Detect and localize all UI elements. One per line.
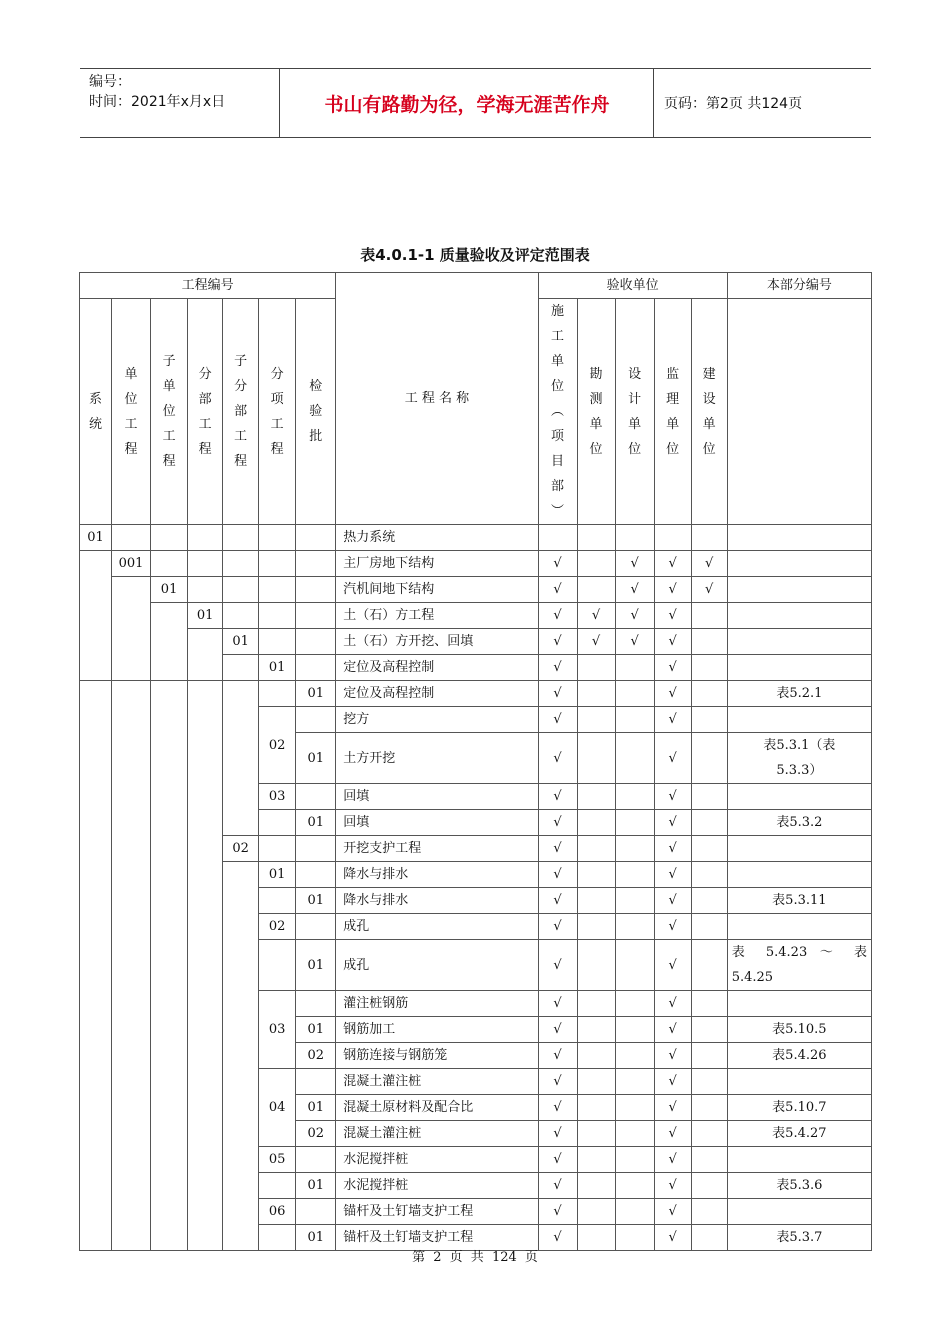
code-cell bbox=[296, 525, 336, 551]
part-code-header: 本部分编号 bbox=[727, 273, 871, 299]
check-mark-cell bbox=[691, 1199, 727, 1225]
check-mark-cell bbox=[577, 862, 615, 888]
code-cell: 001 bbox=[112, 551, 151, 577]
part-code-cell bbox=[727, 784, 871, 810]
part-code-cell bbox=[727, 940, 871, 991]
code-col-header: 检 验 批 bbox=[296, 299, 336, 525]
check-mark-cell bbox=[615, 525, 654, 551]
check-mark-cell: √ bbox=[654, 1199, 691, 1225]
check-mark-cell bbox=[615, 836, 654, 862]
check-mark-cell: √ bbox=[654, 1043, 691, 1069]
table-row bbox=[80, 577, 872, 603]
check-mark-cell bbox=[615, 940, 654, 991]
check-mark-cell bbox=[615, 1199, 654, 1225]
table-row bbox=[80, 681, 872, 707]
code-cell bbox=[296, 836, 336, 862]
code-cell: 06 bbox=[259, 1199, 296, 1225]
code-cell bbox=[112, 577, 151, 681]
code-cell bbox=[223, 681, 259, 836]
check-mark-cell: √ bbox=[654, 1147, 691, 1173]
part-code-cell: 表5.3.2 bbox=[727, 810, 871, 836]
check-mark-cell bbox=[691, 707, 727, 733]
check-mark-cell: √ bbox=[654, 1017, 691, 1043]
check-mark-cell bbox=[615, 914, 654, 940]
check-mark-cell bbox=[615, 681, 654, 707]
check-mark-cell: √ bbox=[538, 888, 577, 914]
check-mark-cell: √ bbox=[654, 577, 691, 603]
code-cell bbox=[296, 655, 336, 681]
code-col-header: 分 部 工 程 bbox=[188, 299, 223, 525]
code-cell bbox=[188, 577, 223, 603]
code-col-header: 子 分 部 工 程 bbox=[223, 299, 259, 525]
code-cell bbox=[296, 1147, 336, 1173]
code-cell: 05 bbox=[259, 1147, 296, 1173]
table-title: 表4.0.1-1 质量验收及评定范围表 bbox=[360, 246, 590, 264]
code-cell: 01 bbox=[296, 1225, 336, 1251]
code-cell: 02 bbox=[296, 1043, 336, 1069]
check-mark-cell: √ bbox=[538, 629, 577, 655]
part-code-cell bbox=[727, 1069, 871, 1095]
unit-col-header: 监 理 单 位 bbox=[654, 299, 691, 525]
unit-col-header: 施 工 单 位 ︵ 项 目 部 ︶ bbox=[538, 299, 577, 525]
check-mark-cell: √ bbox=[654, 551, 691, 577]
check-mark-cell: √ bbox=[538, 1121, 577, 1147]
check-mark-cell: √ bbox=[538, 655, 577, 681]
name-col-header: 工 程 名 称 bbox=[336, 273, 538, 525]
check-mark-cell bbox=[615, 733, 654, 784]
project-name-cell: 汽机间地下结构 bbox=[336, 577, 538, 603]
code-cell bbox=[296, 1199, 336, 1225]
project-name-cell: 土（石）方工程 bbox=[336, 603, 538, 629]
code-cell: 01 bbox=[80, 525, 112, 551]
check-mark-cell bbox=[577, 707, 615, 733]
check-mark-cell bbox=[615, 991, 654, 1017]
code-cell bbox=[188, 551, 223, 577]
check-mark-cell: √ bbox=[654, 991, 691, 1017]
code-cell: 02 bbox=[223, 836, 259, 862]
table-row bbox=[80, 551, 872, 577]
code-cell bbox=[80, 551, 112, 681]
code-cell: 01 bbox=[296, 940, 336, 991]
check-mark-cell: √ bbox=[654, 1121, 691, 1147]
unit-col-header: 勘 测 单 位 bbox=[577, 299, 615, 525]
code-cell: 02 bbox=[259, 707, 296, 784]
check-mark-cell: √ bbox=[538, 603, 577, 629]
project-name-cell: 挖方 bbox=[336, 707, 538, 733]
part-code-cell bbox=[727, 525, 871, 551]
check-mark-cell: √ bbox=[538, 1199, 577, 1225]
check-mark-cell: √ bbox=[691, 551, 727, 577]
check-mark-cell bbox=[691, 733, 727, 784]
check-mark-cell: √ bbox=[538, 733, 577, 784]
code-cell bbox=[223, 577, 259, 603]
check-mark-cell: √ bbox=[538, 784, 577, 810]
check-mark-cell bbox=[577, 991, 615, 1017]
project-name-cell: 锚杆及土钉墙支护工程 bbox=[336, 1225, 538, 1251]
code-cell bbox=[223, 655, 259, 681]
check-mark-cell bbox=[691, 1173, 727, 1199]
check-mark-cell bbox=[615, 655, 654, 681]
code-cell bbox=[259, 629, 296, 655]
code-cell: 01 bbox=[151, 577, 188, 603]
project-name-cell: 锚杆及土钉墙支护工程 bbox=[336, 1199, 538, 1225]
part-code-cell bbox=[727, 836, 871, 862]
project-name-cell: 土方开挖 bbox=[336, 733, 538, 784]
check-mark-cell bbox=[577, 1147, 615, 1173]
part-code-cell bbox=[727, 551, 871, 577]
project-name-cell: 混凝土原材料及配合比 bbox=[336, 1095, 538, 1121]
check-mark-cell: √ bbox=[691, 577, 727, 603]
check-mark-cell: √ bbox=[538, 707, 577, 733]
code-cell bbox=[296, 603, 336, 629]
part-code-cell bbox=[727, 914, 871, 940]
check-mark-cell: √ bbox=[654, 810, 691, 836]
part-code-cell: 表5.2.1 bbox=[727, 681, 871, 707]
check-mark-cell: √ bbox=[654, 707, 691, 733]
check-mark-cell bbox=[615, 1147, 654, 1173]
code-cell bbox=[188, 629, 223, 681]
part-code-cell: 表5.3.7 bbox=[727, 1225, 871, 1251]
part-code-cell bbox=[727, 603, 871, 629]
code-cell: 04 bbox=[259, 1069, 296, 1147]
quality-acceptance-table bbox=[79, 272, 872, 1251]
check-mark-cell bbox=[577, 940, 615, 991]
check-mark-cell: √ bbox=[538, 862, 577, 888]
code-cell bbox=[112, 681, 151, 1251]
check-mark-cell: √ bbox=[538, 810, 577, 836]
check-mark-cell bbox=[577, 1017, 615, 1043]
check-mark-cell bbox=[577, 1199, 615, 1225]
check-mark-cell: √ bbox=[654, 1225, 691, 1251]
check-mark-cell bbox=[615, 862, 654, 888]
check-mark-cell: √ bbox=[654, 862, 691, 888]
footer-page-number: 2 bbox=[433, 1250, 442, 1265]
code-cell: 03 bbox=[259, 991, 296, 1069]
check-mark-cell bbox=[691, 1043, 727, 1069]
code-cell: 01 bbox=[188, 603, 223, 629]
code-cell: 01 bbox=[296, 1173, 336, 1199]
footer-total-pages: 124 bbox=[491, 1250, 517, 1265]
check-mark-cell bbox=[615, 1043, 654, 1069]
code-cell bbox=[223, 525, 259, 551]
check-mark-cell bbox=[615, 1121, 654, 1147]
code-cell bbox=[112, 525, 151, 551]
check-mark-cell bbox=[691, 629, 727, 655]
group-code-header: 工程编号 bbox=[80, 273, 336, 299]
code-col-header: 子 单 位 工 程 bbox=[151, 299, 188, 525]
project-name-cell: 水泥搅拌桩 bbox=[336, 1173, 538, 1199]
check-mark-cell: √ bbox=[654, 1069, 691, 1095]
check-mark-cell: √ bbox=[654, 681, 691, 707]
check-mark-cell: √ bbox=[654, 940, 691, 991]
check-mark-cell: √ bbox=[538, 681, 577, 707]
part-code-line: 5.3.3） bbox=[776, 763, 823, 778]
project-name-cell: 灌注桩钢筋 bbox=[336, 991, 538, 1017]
code-cell bbox=[296, 551, 336, 577]
code-cell bbox=[296, 707, 336, 733]
check-mark-cell bbox=[577, 681, 615, 707]
check-mark-cell: √ bbox=[538, 940, 577, 991]
document-header bbox=[80, 68, 871, 138]
check-mark-cell: √ bbox=[538, 577, 577, 603]
check-mark-cell bbox=[577, 1121, 615, 1147]
check-mark-cell: √ bbox=[538, 914, 577, 940]
check-mark-cell bbox=[577, 655, 615, 681]
check-mark-cell bbox=[691, 603, 727, 629]
check-mark-cell bbox=[691, 888, 727, 914]
code-cell bbox=[259, 836, 296, 862]
check-mark-cell bbox=[577, 733, 615, 784]
check-mark-cell: √ bbox=[538, 1095, 577, 1121]
code-cell: 01 bbox=[296, 810, 336, 836]
check-mark-cell: √ bbox=[615, 577, 654, 603]
code-cell bbox=[296, 577, 336, 603]
check-mark-cell: √ bbox=[654, 1095, 691, 1121]
code-cell bbox=[296, 914, 336, 940]
check-mark-cell: √ bbox=[538, 836, 577, 862]
code-cell bbox=[259, 551, 296, 577]
check-mark-cell bbox=[691, 940, 727, 991]
check-mark-cell bbox=[691, 525, 727, 551]
check-mark-cell bbox=[577, 1095, 615, 1121]
code-cell bbox=[259, 1173, 296, 1199]
code-cell bbox=[223, 603, 259, 629]
check-mark-cell: √ bbox=[615, 603, 654, 629]
header-page-info: 页码：第2页 共124页 bbox=[664, 96, 803, 112]
table-row bbox=[80, 629, 872, 655]
code-cell bbox=[188, 525, 223, 551]
check-mark-cell bbox=[691, 1017, 727, 1043]
check-mark-cell bbox=[577, 888, 615, 914]
check-mark-cell bbox=[577, 810, 615, 836]
check-mark-cell: √ bbox=[577, 629, 615, 655]
check-mark-cell: √ bbox=[577, 603, 615, 629]
project-name-cell: 定位及高程控制 bbox=[336, 681, 538, 707]
project-name-cell: 成孔 bbox=[336, 914, 538, 940]
page-footer bbox=[0, 1246, 950, 1265]
code-cell: 01 bbox=[296, 888, 336, 914]
project-name-cell: 开挖支护工程 bbox=[336, 836, 538, 862]
header-meta bbox=[80, 69, 280, 137]
check-mark-cell: √ bbox=[615, 629, 654, 655]
check-mark-cell: √ bbox=[654, 655, 691, 681]
project-name-cell: 主厂房地下结构 bbox=[336, 551, 538, 577]
check-mark-cell: √ bbox=[654, 1173, 691, 1199]
part-code-cell bbox=[727, 1147, 871, 1173]
code-cell bbox=[223, 862, 259, 1251]
check-mark-cell bbox=[691, 681, 727, 707]
code-cell: 01 bbox=[223, 629, 259, 655]
code-cell bbox=[259, 577, 296, 603]
check-mark-cell bbox=[577, 577, 615, 603]
part-code-cell: 表5.3.6 bbox=[727, 1173, 871, 1199]
part-code-cell: 表5.3.11 bbox=[727, 888, 871, 914]
check-mark-cell bbox=[654, 525, 691, 551]
project-name-cell: 降水与排水 bbox=[336, 888, 538, 914]
project-name-cell: 混凝土灌注桩 bbox=[336, 1069, 538, 1095]
check-mark-cell bbox=[691, 1095, 727, 1121]
code-cell bbox=[151, 603, 188, 681]
check-mark-cell bbox=[538, 525, 577, 551]
code-cell: 01 bbox=[259, 862, 296, 888]
code-cell bbox=[259, 888, 296, 914]
check-mark-cell bbox=[577, 1173, 615, 1199]
check-mark-cell bbox=[691, 862, 727, 888]
project-name-cell: 热力系统 bbox=[336, 525, 538, 551]
check-mark-cell: √ bbox=[654, 836, 691, 862]
check-mark-cell bbox=[615, 784, 654, 810]
group-accept-header: 验收单位 bbox=[538, 273, 727, 299]
check-mark-cell bbox=[691, 1069, 727, 1095]
check-mark-cell: √ bbox=[654, 914, 691, 940]
part-code-line: 表 5.4.23 ～ 表 bbox=[731, 945, 867, 960]
check-mark-cell: √ bbox=[538, 1017, 577, 1043]
code-cell bbox=[296, 784, 336, 810]
code-cell: 01 bbox=[259, 655, 296, 681]
project-name-cell: 降水与排水 bbox=[336, 862, 538, 888]
project-name-cell: 钢筋连接与钢筋笼 bbox=[336, 1043, 538, 1069]
code-cell bbox=[80, 681, 112, 1251]
check-mark-cell: √ bbox=[538, 1147, 577, 1173]
header-motto: 书山有路勤为径，学海无涯苦作舟 bbox=[281, 69, 654, 137]
unit-col-header: 建 设 单 位 bbox=[691, 299, 727, 525]
check-mark-cell: √ bbox=[654, 888, 691, 914]
code-cell bbox=[151, 525, 188, 551]
code-cell: 02 bbox=[259, 914, 296, 940]
code-cell: 01 bbox=[296, 1017, 336, 1043]
check-mark-cell: √ bbox=[538, 551, 577, 577]
check-mark-cell bbox=[577, 551, 615, 577]
check-mark-cell bbox=[691, 810, 727, 836]
code-label: 编号： bbox=[89, 74, 131, 90]
code-cell bbox=[296, 1069, 336, 1095]
part-code-blank bbox=[727, 299, 871, 525]
part-code-line: 5.4.25 bbox=[731, 970, 774, 985]
check-mark-cell bbox=[691, 655, 727, 681]
check-mark-cell: √ bbox=[538, 1225, 577, 1251]
check-mark-cell bbox=[615, 1095, 654, 1121]
code-cell bbox=[296, 862, 336, 888]
project-name-cell: 回填 bbox=[336, 810, 538, 836]
part-code-cell bbox=[727, 629, 871, 655]
part-code-cell bbox=[727, 733, 871, 784]
part-code-cell: 表5.4.27 bbox=[727, 1121, 871, 1147]
code-cell bbox=[296, 991, 336, 1017]
project-name-cell: 水泥搅拌桩 bbox=[336, 1147, 538, 1173]
project-name-cell: 定位及高程控制 bbox=[336, 655, 538, 681]
check-mark-cell: √ bbox=[654, 784, 691, 810]
check-mark-cell bbox=[615, 1017, 654, 1043]
code-col-header: 单 位 工 程 bbox=[112, 299, 151, 525]
check-mark-cell bbox=[691, 836, 727, 862]
check-mark-cell bbox=[577, 1043, 615, 1069]
part-code-cell bbox=[727, 577, 871, 603]
check-mark-cell: √ bbox=[615, 551, 654, 577]
check-mark-cell bbox=[577, 836, 615, 862]
time-label: 时间：2021年x月x日 bbox=[89, 94, 226, 110]
check-mark-cell bbox=[691, 1121, 727, 1147]
check-mark-cell: √ bbox=[654, 733, 691, 784]
part-code-cell bbox=[727, 1199, 871, 1225]
footer-text: 第 bbox=[412, 1250, 426, 1265]
footer-text: 页 bbox=[449, 1250, 463, 1265]
check-mark-cell bbox=[577, 784, 615, 810]
part-code-cell: 表5.4.26 bbox=[727, 1043, 871, 1069]
check-mark-cell: √ bbox=[654, 603, 691, 629]
part-code-cell: 表5.10.7 bbox=[727, 1095, 871, 1121]
check-mark-cell bbox=[615, 1173, 654, 1199]
table-row bbox=[80, 525, 872, 551]
code-cell: 03 bbox=[259, 784, 296, 810]
code-cell bbox=[259, 603, 296, 629]
check-mark-cell bbox=[615, 707, 654, 733]
check-mark-cell bbox=[577, 914, 615, 940]
part-code-cell: 表5.10.5 bbox=[727, 1017, 871, 1043]
check-mark-cell bbox=[615, 1069, 654, 1095]
code-cell bbox=[296, 629, 336, 655]
check-mark-cell bbox=[691, 914, 727, 940]
check-mark-cell bbox=[615, 810, 654, 836]
code-cell bbox=[223, 551, 259, 577]
code-cell bbox=[259, 940, 296, 991]
part-code-cell bbox=[727, 991, 871, 1017]
code-cell bbox=[259, 681, 296, 707]
code-cell bbox=[188, 681, 223, 1251]
project-name-cell: 成孔 bbox=[336, 940, 538, 991]
code-col-header: 分 项 工 程 bbox=[259, 299, 296, 525]
code-cell: 02 bbox=[296, 1121, 336, 1147]
code-cell bbox=[259, 810, 296, 836]
part-code-cell bbox=[727, 862, 871, 888]
table-row bbox=[80, 603, 872, 629]
code-cell: 01 bbox=[296, 1095, 336, 1121]
project-name-cell: 土（石）方开挖、回填 bbox=[336, 629, 538, 655]
footer-text: 页 bbox=[524, 1250, 538, 1265]
code-cell bbox=[151, 681, 188, 1251]
part-code-cell bbox=[727, 707, 871, 733]
check-mark-cell: √ bbox=[538, 1069, 577, 1095]
footer-text: 共 bbox=[470, 1250, 484, 1265]
code-cell: 01 bbox=[296, 733, 336, 784]
check-mark-cell bbox=[577, 525, 615, 551]
check-mark-cell bbox=[577, 1069, 615, 1095]
code-cell: 01 bbox=[296, 681, 336, 707]
code-cell bbox=[151, 551, 188, 577]
code-cell bbox=[259, 525, 296, 551]
check-mark-cell bbox=[615, 888, 654, 914]
check-mark-cell bbox=[691, 784, 727, 810]
check-mark-cell bbox=[691, 991, 727, 1017]
project-name-cell: 回填 bbox=[336, 784, 538, 810]
check-mark-cell: √ bbox=[538, 1043, 577, 1069]
check-mark-cell bbox=[691, 1147, 727, 1173]
unit-col-header: 设 计 单 位 bbox=[615, 299, 654, 525]
code-col-header: 系 统 bbox=[80, 299, 112, 525]
check-mark-cell: √ bbox=[538, 1173, 577, 1199]
check-mark-cell: √ bbox=[654, 629, 691, 655]
check-mark-cell: √ bbox=[538, 991, 577, 1017]
project-name-cell: 混凝土灌注桩 bbox=[336, 1121, 538, 1147]
project-name-cell: 钢筋加工 bbox=[336, 1017, 538, 1043]
part-code-cell bbox=[727, 655, 871, 681]
part-code-line: 表5.3.1（表 bbox=[763, 738, 836, 753]
